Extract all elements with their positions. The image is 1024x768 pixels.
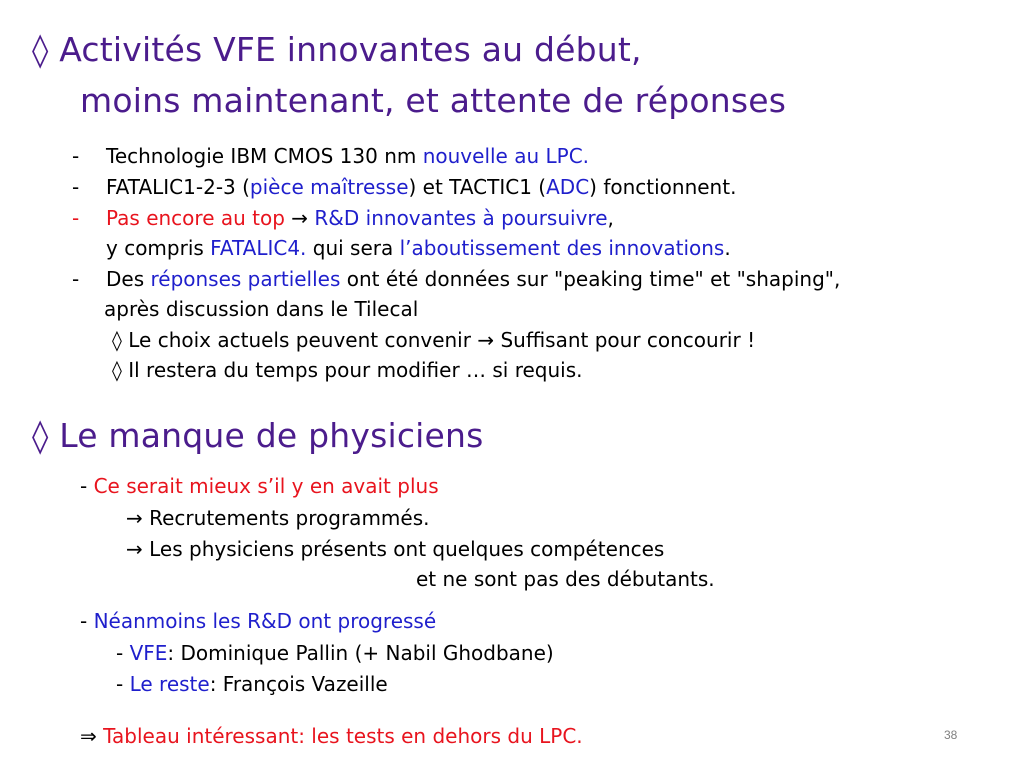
bullet-text: ont été données sur "peaking time" et "shaping", <box>340 267 841 291</box>
line-physiciens-presents <box>126 539 664 559</box>
bullet-pas-encore <box>72 206 614 230</box>
highlight-blue: R&D innovantes à poursuivre <box>308 206 608 230</box>
line-neanmoins <box>80 611 436 631</box>
bullet-text: Des <box>106 267 151 291</box>
sub-bullet-restera <box>112 360 583 380</box>
slide-title-line2: moins maintenant, et attente de réponses <box>80 81 787 120</box>
highlight-blue: VFE <box>129 641 168 665</box>
bullet-text: Technologie IBM CMOS 130 nm <box>106 144 423 168</box>
diamond-icon: ◊ <box>112 328 122 352</box>
bullet-reponses <box>72 267 841 291</box>
highlight-blue: pièce maîtresse <box>249 175 409 199</box>
page-number: 38 <box>944 728 958 742</box>
bullet-text: . <box>724 236 731 260</box>
bullet-dash: - <box>72 144 80 168</box>
bullet-reponses-cont: après discussion dans le Tilecal <box>104 297 419 321</box>
highlight-blue: nouvelle au LPC. <box>422 144 590 168</box>
highlight-red: Pas encore au top <box>106 206 292 230</box>
highlight-blue: l’aboutissement des innovations <box>399 236 725 260</box>
bullet-dash: - <box>80 474 94 498</box>
bullet-technologie <box>72 144 590 168</box>
arrow-right-icon: → <box>126 537 143 561</box>
highlight-blue: Le reste <box>129 672 210 696</box>
sub-bullet-choix <box>112 330 755 350</box>
line-conclusion <box>80 726 583 746</box>
bullet-text: y compris <box>106 236 211 260</box>
highlight-blue: ADC <box>546 175 590 199</box>
bullet-fatalic <box>72 175 737 199</box>
bullet-text: Les physiciens présents ont quelques compétences <box>142 537 665 561</box>
bullet-dash: - <box>72 175 80 199</box>
bullet-dash: - <box>116 672 130 696</box>
bullet-text: , <box>607 206 614 230</box>
bullet-text: qui sera <box>306 236 400 260</box>
implies-arrow-icon: ⇒ <box>80 724 97 748</box>
highlight-red: Tableau intéressant: les tests en dehors du LPC. <box>96 724 583 748</box>
bullet-text: FATALIC1-2-3 ( <box>106 175 250 199</box>
slide-title-line1: ◊ Activités VFE innovantes au début, <box>32 30 642 69</box>
section-heading-physiciens: ◊ Le manque de physiciens <box>32 416 484 455</box>
bullet-text: Suffisant pour concourir ! <box>494 328 756 352</box>
bullet-dash: - <box>80 609 94 633</box>
line-le-reste <box>116 674 388 694</box>
bullet-text: Le choix actuels peuvent convenir <box>121 328 478 352</box>
arrow-right-icon: → <box>291 206 309 230</box>
arrow-right-icon: → <box>126 506 143 530</box>
bullet-dash: - <box>72 267 80 291</box>
bullet-dash: - <box>116 641 130 665</box>
arrow-right-icon: → <box>477 328 495 352</box>
line-recrutements <box>126 508 429 528</box>
bullet-text: ) fonctionnent. <box>589 175 737 199</box>
bullet-text: Il restera du temps pour modifier … si requis. <box>121 358 583 382</box>
bullet-text: : François Vazeille <box>209 672 388 696</box>
bullet-dash: - <box>72 206 80 230</box>
highlight-blue: Néanmoins les R&D ont progressé <box>93 609 437 633</box>
highlight-red: Ce serait mieux s’il y en avait plus <box>93 474 439 498</box>
highlight-blue: réponses partielles <box>150 267 341 291</box>
highlight-blue: FATALIC4. <box>210 236 307 260</box>
line-mieux <box>80 476 439 496</box>
bullet-pas-encore-cont <box>106 238 731 258</box>
bullet-text: : Dominique Pallin (+ Nabil Ghodbane) <box>167 641 554 665</box>
bullet-text: Recrutements programmés. <box>142 506 430 530</box>
bullet-text: ) et TACTIC1 ( <box>408 175 547 199</box>
diamond-icon: ◊ <box>112 358 122 382</box>
line-debutants: et ne sont pas des débutants. <box>416 567 715 591</box>
line-vfe <box>116 643 554 663</box>
